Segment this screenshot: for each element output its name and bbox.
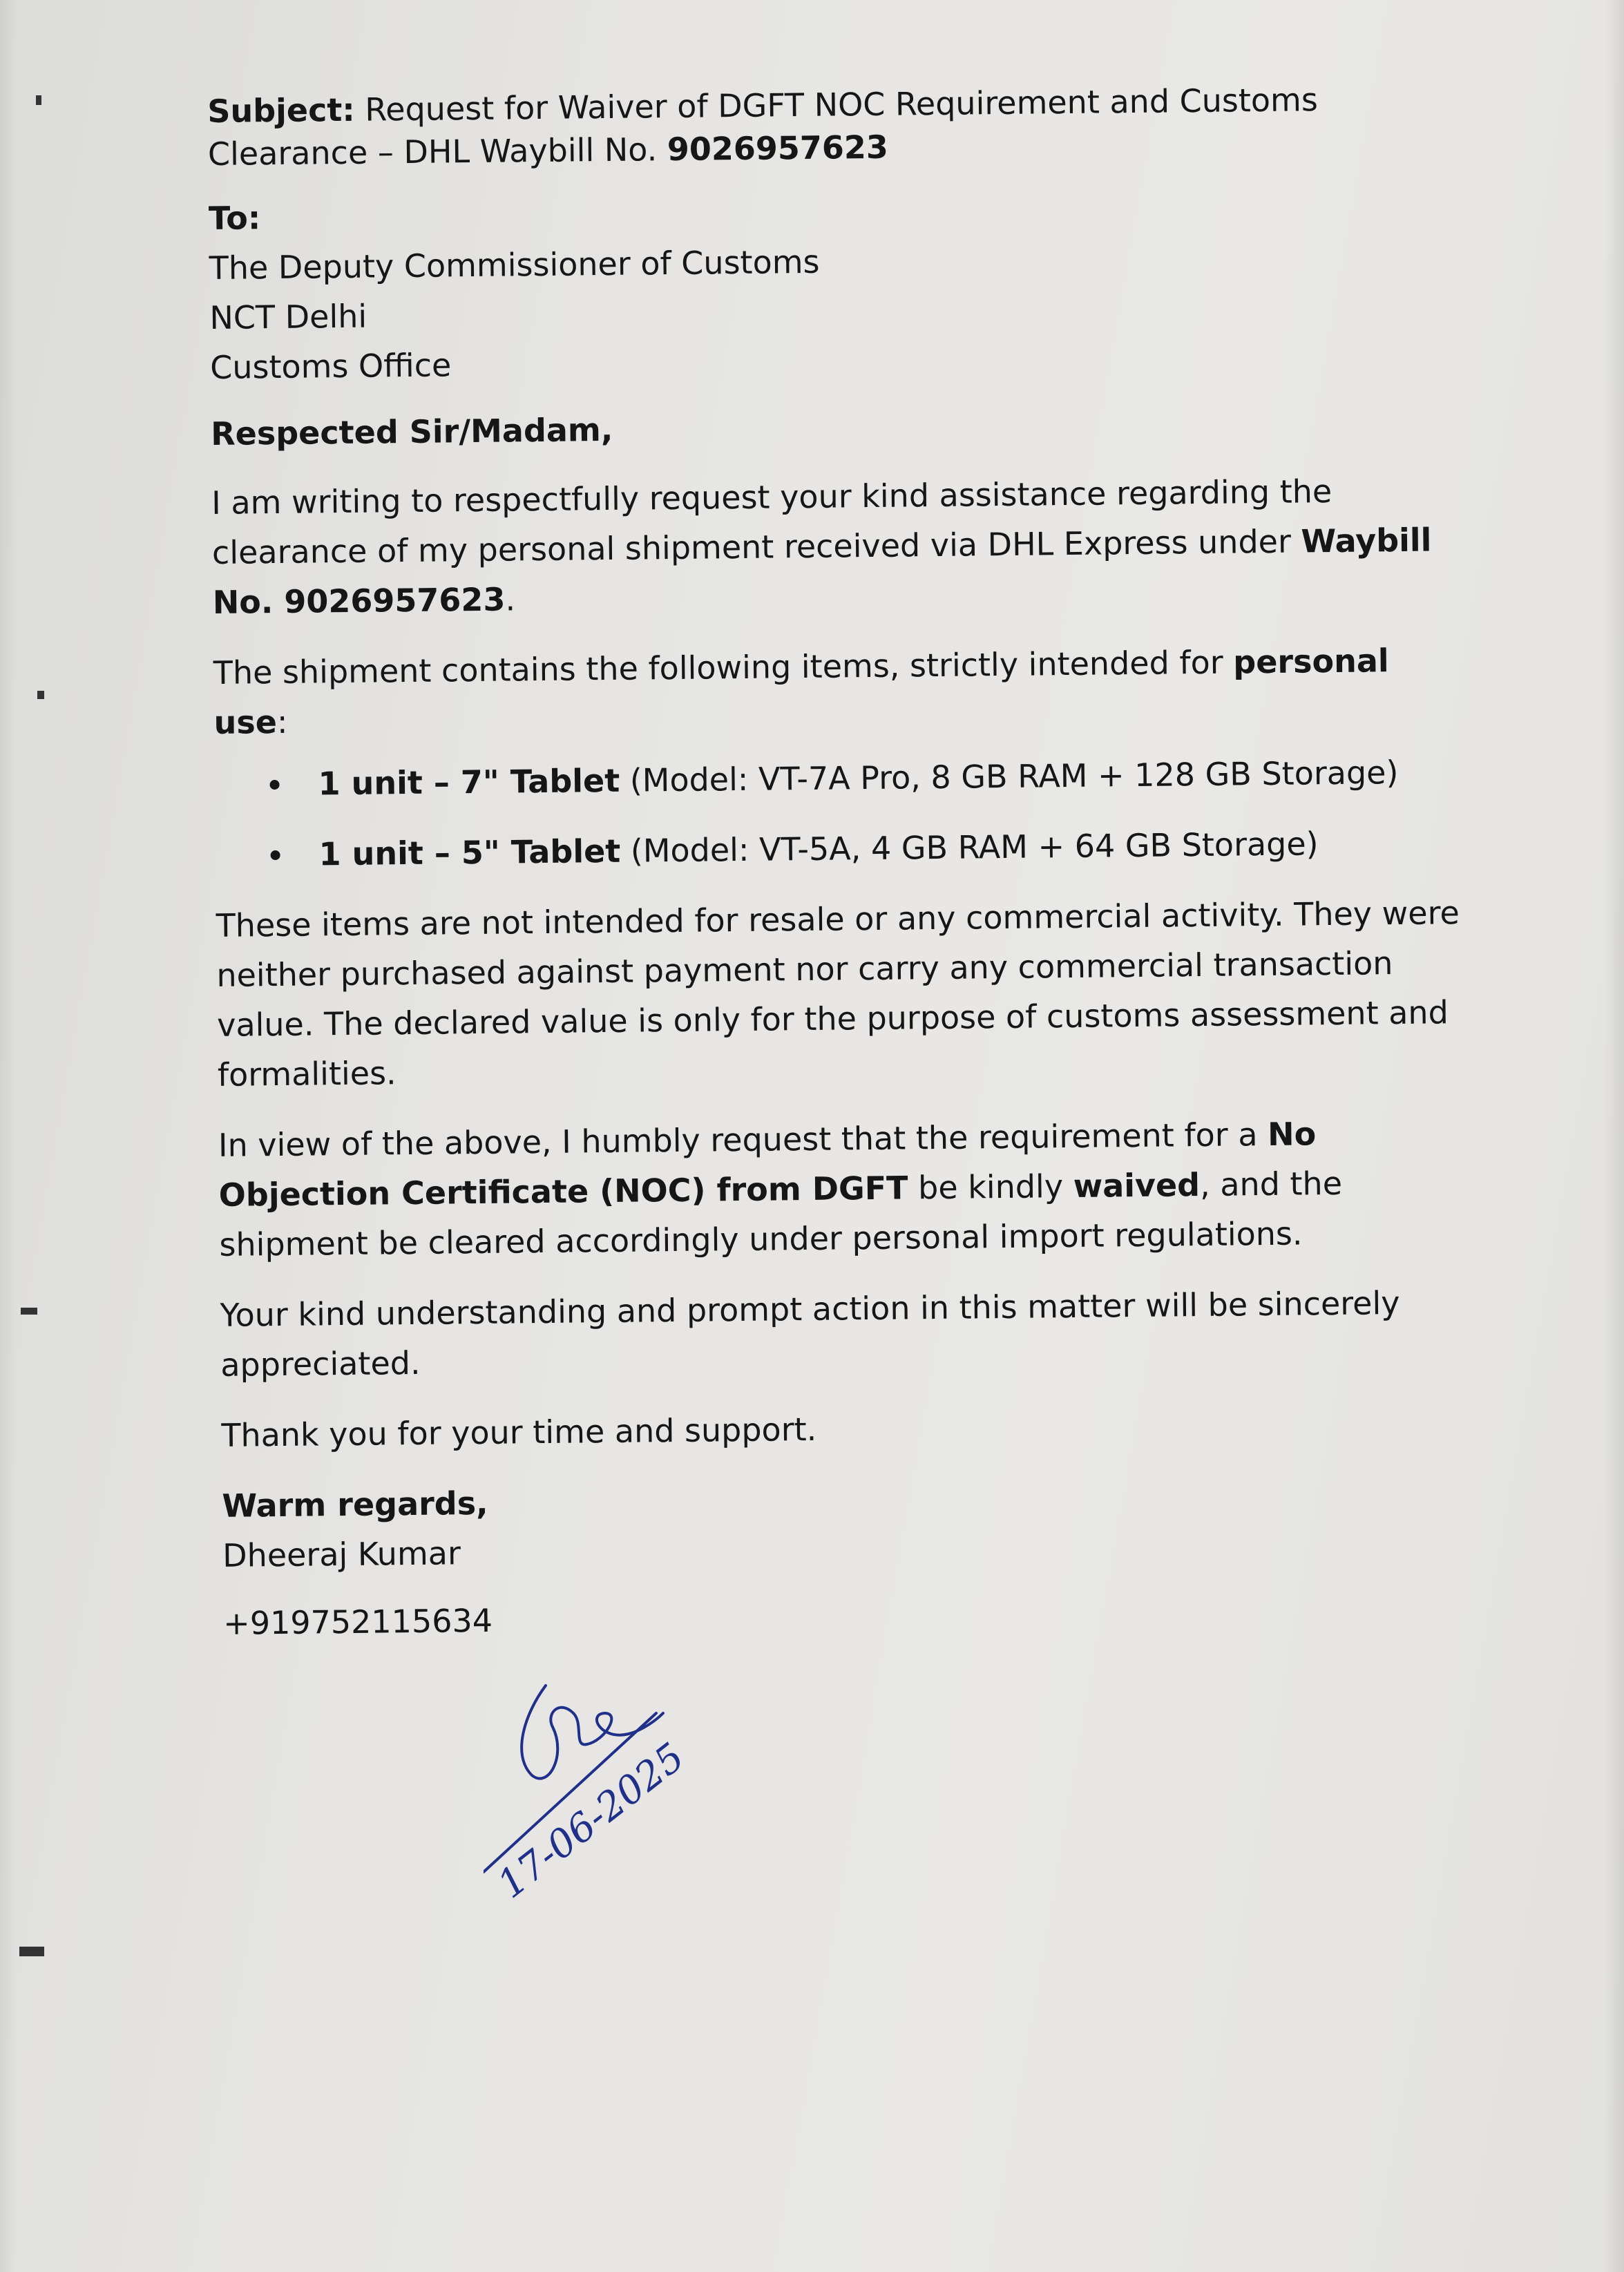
margin-mark (36, 95, 41, 105)
recipient-address (209, 230, 1467, 392)
to-label: To: (208, 199, 261, 237)
para4-b: No Objection Certificate (NOC) from DGFT (218, 1115, 1317, 1214)
margin-mark (37, 691, 44, 699)
signature-date: 17-06-2025 (489, 1735, 694, 1908)
item-detail: (Model: VT-5A, 4 GB RAM + 64 GB Storage) (620, 825, 1319, 870)
sender-name: Dheeraj Kumar (222, 1534, 461, 1574)
item-qty: 1 unit – 5" Tablet (318, 832, 621, 873)
item-list (214, 747, 1473, 880)
list-item (318, 817, 1473, 879)
para2-bold: personal use (213, 642, 1389, 741)
para2-end: : (276, 703, 288, 741)
para4-a: In view of the above, I humbly request that the requirement for a (218, 1116, 1268, 1164)
subject-waybill: 9026957623 (667, 128, 889, 169)
para1-waybill: Waybill No. 9026957623 (212, 521, 1432, 621)
subject-line (207, 77, 1465, 175)
para1-text: I am writing to respectfully request your kind assistance regarding the clearance of my personal shipment received via DHL Express under (211, 472, 1332, 571)
paragraph-request (211, 465, 1470, 627)
item-detail: (Model: VT-7A Pro, 8 GB RAM + 128 GB Storage) (619, 753, 1399, 799)
handwritten-signature (484, 1672, 815, 1934)
page-right-shadow (1605, 0, 1624, 2272)
para4-c: be kindly (908, 1167, 1073, 1207)
paragraph-shipment (213, 635, 1471, 747)
page-left-shadow (0, 0, 17, 2272)
para1-end: . (505, 580, 516, 618)
closing: Warm regards, (222, 1484, 488, 1525)
item-qty: 1 unit – 7" Tablet (318, 761, 620, 803)
paragraph-appreciation: Your kind understanding and prompt action in this matter will be sincerely appreciated. (220, 1284, 1400, 1384)
paragraph-thanks: Thank you for your time and support. (221, 1410, 817, 1454)
list-item (318, 747, 1472, 808)
paragraph-not-commercial: These items are not intended for resale or any commercial activity. They were neither purchased against payment nor carry any commercial transaction value. The declared value is only for the purpose of customs assessment and formalities. (216, 894, 1460, 1094)
address-line: Customs Office (209, 346, 452, 386)
margin-mark (19, 1947, 44, 1956)
para4-e: , and the shipment be cleared accordingly under personal import regulations. (219, 1164, 1343, 1263)
address-line: The Deputy Commissioner of Customs (209, 242, 820, 287)
subject-text: Request for Waiver of DGFT NOC Requirement and Customs Clearance – DHL Waybill No. (207, 81, 1319, 173)
address-line: NCT Delhi (209, 297, 367, 336)
margin-mark (21, 1308, 37, 1315)
sender-phone: +919752115634 (222, 1601, 493, 1642)
salutation: Respected Sir/Madam, (210, 410, 613, 452)
letter-body (207, 77, 1481, 1648)
para2-text: The shipment contains the following items, strictly intended for (213, 643, 1234, 691)
subject-label: Subject: (207, 90, 356, 130)
paragraph-waiver-request (218, 1107, 1477, 1270)
para4-d: waived (1073, 1166, 1201, 1205)
